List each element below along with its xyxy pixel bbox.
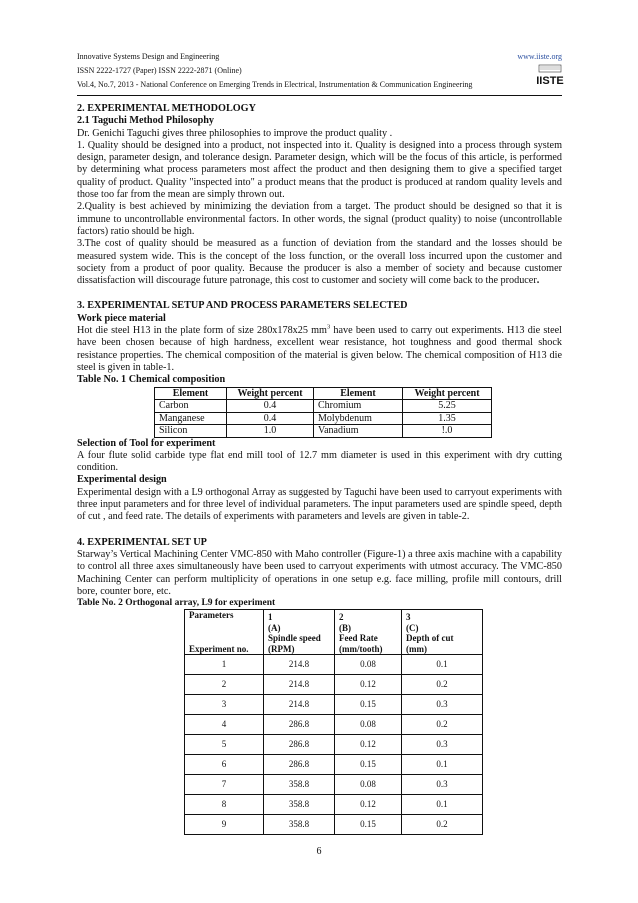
table-cell: 8 [185, 795, 264, 815]
table-cell: Manganese [155, 412, 227, 425]
table-cell: 286.8 [264, 715, 335, 735]
table-cell: 0.08 [335, 775, 402, 795]
header-line: (mm/tooth) [339, 643, 383, 654]
table-cell: !.0 [403, 425, 492, 438]
table-cell: 0.2 [402, 675, 483, 695]
table-cell: Carbon [155, 400, 227, 413]
journal-url-link[interactable]: www.iiste.org [517, 52, 562, 61]
header-line: (A) [268, 622, 281, 633]
table-cell: 0.1 [402, 795, 483, 815]
table-cell: Chromium [314, 400, 403, 413]
page-header [77, 50, 562, 92]
issn-line: ISSN 2222-1727 (Paper) ISSN 2222-2871 (Online) [77, 66, 242, 75]
table-cell: 1 [185, 655, 264, 675]
section-3-title: 3. EXPERIMENTAL SETUP AND PROCESS PARAMETERS SELECTED [77, 300, 408, 312]
table-cell: 358.8 [264, 795, 335, 815]
table-1-caption: Table No. 1 Chemical composition [77, 374, 226, 386]
table-header: Element [314, 387, 403, 400]
header-line: Feed Rate [339, 633, 378, 644]
tool-selection-paragraph: A four flute solid carbide type flat end mill tool of 12.7 mm diameter is used in this experiment with dry cutting condition. [77, 449, 562, 474]
workpiece-heading: Work piece material [77, 312, 166, 324]
experimental-design-paragraph: Experimental design with a L9 orthogonal Array as suggested by Taguchi have been used to carryout experiments with three input parameters and for three level of individual parameters. The input parameters used are spindle speed, depth of cut , and feed rate. The details of experiments with parameters and levels are given in table-2. [77, 486, 562, 523]
table-cell: 0.3 [402, 775, 483, 795]
header-line: 1 [268, 612, 273, 623]
table-cell: Molybdenum [314, 412, 403, 425]
table-2-caption: Table No. 2 Orthogonal array, L9 for experiment [77, 598, 276, 609]
table-row [185, 775, 483, 795]
parameters-header [185, 610, 264, 655]
table-cell: 0.12 [335, 735, 402, 755]
header-rule [77, 95, 562, 96]
table-cell: 4 [185, 715, 264, 735]
philosophy-1: 1. Quality should be designed into a product, not inspected into it. Quality is designed into a process through system design, parameter design, and tolerance design. Parameter design, which will be the focus of this article, is performed by determining what process parameters most affect the product and then designing them to give a specified target quality of product. Quality "inspected into" a product means that the product is produced at random quality levels and those too far from the mean are simply thrown out. [77, 139, 562, 201]
table-row [185, 755, 483, 775]
philosophy-3 [77, 238, 562, 287]
table-cell: 0.15 [335, 695, 402, 715]
philosophy-3-text: 3.The cost of quality should be measured as a function of deviation from the standard and the losses should be measured system wide. This is the concept of the loss function, or the overall loss incurred upon the customer and society from a product of poor quality. Because the producer is also a member of society and because customer dissatisfaction will discourage future patronage, this cost to customer and society will come back to the producer [77, 238, 562, 287]
table-cell: 1.35 [403, 412, 492, 425]
workpiece-text-a: Hot die steel H13 in the plate form of size 280x178x25 mm [77, 325, 327, 337]
page-number: 6 [316, 846, 322, 857]
experimental-design-heading: Experimental design [77, 474, 167, 486]
table-cell: 358.8 [264, 815, 335, 835]
table-cell: 0.4 [227, 412, 314, 425]
section-2-title: 2. EXPERIMENTAL METHODOLOGY [77, 103, 256, 114]
experiment-no-label: Experiment no. [189, 643, 249, 654]
table-cell: 0.3 [402, 695, 483, 715]
spindle-speed-header [264, 610, 335, 655]
table-cell: 0.12 [335, 795, 402, 815]
table-cell: 9 [185, 815, 264, 835]
header-line: Depth of cut [406, 633, 454, 644]
philosophy-2: 2.Quality is best achieved by minimizing the deviation from a target. The product should be designed so that it is immune to uncontrollable environmental factors. In other words, the signal (product quality) to noise (uncontrollable factors) ratio should be high. [77, 201, 562, 237]
table-cell: 6 [185, 755, 264, 775]
section-2-1-title: 2.1 Taguchi Method Philosophy [77, 115, 215, 127]
table-cell: 2 [185, 675, 264, 695]
table-cell: 0.4 [227, 400, 314, 413]
table-cell: Vanadium [314, 425, 403, 438]
table-header-row [155, 387, 492, 400]
workpiece-text-b: have been used to carry out experiments. H13 die steel have been chosen because of high hardness, excellent wear resistance, hot toughness and good thermal shock resistance properties. The chemical composition of the material is given below. The chemical composition of H13 die steel is given in table-1. [77, 325, 562, 373]
table-cell: 286.8 [264, 755, 335, 775]
orthogonal-array-table [184, 609, 483, 835]
section-4-title: 4. EXPERIMENTAL SET UP [77, 536, 207, 548]
header-line: (RPM) [268, 643, 295, 654]
svg-text:IISTE: IISTE [536, 75, 564, 87]
table-row [185, 695, 483, 715]
depth-of-cut-header [402, 610, 483, 655]
table-cell: Silicon [155, 425, 227, 438]
journal-name: Innovative Systems Design and Engineering [77, 52, 220, 61]
volume-line: Vol.4, No.7, 2013 - National Conference on Emerging Trends in Electrical, Instrumentation & Communication Engineering [77, 80, 473, 89]
header-line: 3 [406, 612, 411, 623]
header-line: Spindle speed [268, 633, 321, 644]
table-header: Weight percent [403, 387, 492, 400]
section-2-intro: Dr. Genichi Taguchi gives three philosophies to improve the product quality . [77, 127, 393, 139]
setup-paragraph: Starway’s Vertical Machining Center VMC-850 with Maho controller (Figure-1) a three axis machine with a capability to control all three axes simultaneously have been used to carryout experiments with utmost accuracy. The VMC-850 Machining Center can perform multiplicity of operations in one setup e.g. face milling, profile mill contours, drill bore, counter bore, etc. [77, 548, 562, 597]
table-cell: 286.8 [264, 735, 335, 755]
table-cell: 0.2 [402, 715, 483, 735]
iiste-logo [538, 64, 562, 86]
table-cell: 0.12 [335, 675, 402, 695]
table-cell: 0.08 [335, 655, 402, 675]
table-cell: 3 [185, 695, 264, 715]
feed-rate-header [335, 610, 402, 655]
parameters-label: Parameters [189, 610, 234, 621]
table-row [155, 412, 492, 425]
table-header: Element [155, 387, 227, 400]
orthogonal-array-body [185, 655, 483, 835]
header-line: 2 [339, 612, 344, 623]
tool-selection-heading: Selection of Tool for experiment [77, 437, 216, 449]
table-cell: 5 [185, 735, 264, 755]
table-cell: 0.15 [335, 755, 402, 775]
table-row [155, 400, 492, 413]
table-cell: 5.25 [403, 400, 492, 413]
table-header: Weight percent [227, 387, 314, 400]
header-line: (C) [406, 622, 419, 633]
table-cell: 7 [185, 775, 264, 795]
iiste-logo-icon [538, 64, 562, 86]
table-cell: 214.8 [264, 675, 335, 695]
header-line: (mm) [406, 643, 427, 654]
chemical-composition-table [154, 387, 492, 438]
table-row [185, 815, 483, 835]
table-cell: 0.1 [402, 755, 483, 775]
header-line: (B) [339, 622, 351, 633]
table-row [185, 675, 483, 695]
table-cell: 1.0 [227, 425, 314, 438]
workpiece-paragraph [77, 325, 562, 374]
table-cell: 0.1 [402, 655, 483, 675]
table-cell: 0.2 [402, 815, 483, 835]
table-cell: 358.8 [264, 775, 335, 795]
table-row [185, 735, 483, 755]
table-cell: 0.15 [335, 815, 402, 835]
paper-body [77, 103, 562, 835]
table-cell: 214.8 [264, 655, 335, 675]
table-row [185, 715, 483, 735]
table-row [155, 425, 492, 438]
table-cell: 0.3 [402, 735, 483, 755]
table-row [185, 795, 483, 815]
workpiece-sup: 3 [326, 323, 331, 331]
philosophy-3-end: . [536, 275, 540, 287]
table-header-row [185, 610, 483, 655]
table-row [185, 655, 483, 675]
table-cell: 0.08 [335, 715, 402, 735]
table-cell: 214.8 [264, 695, 335, 715]
